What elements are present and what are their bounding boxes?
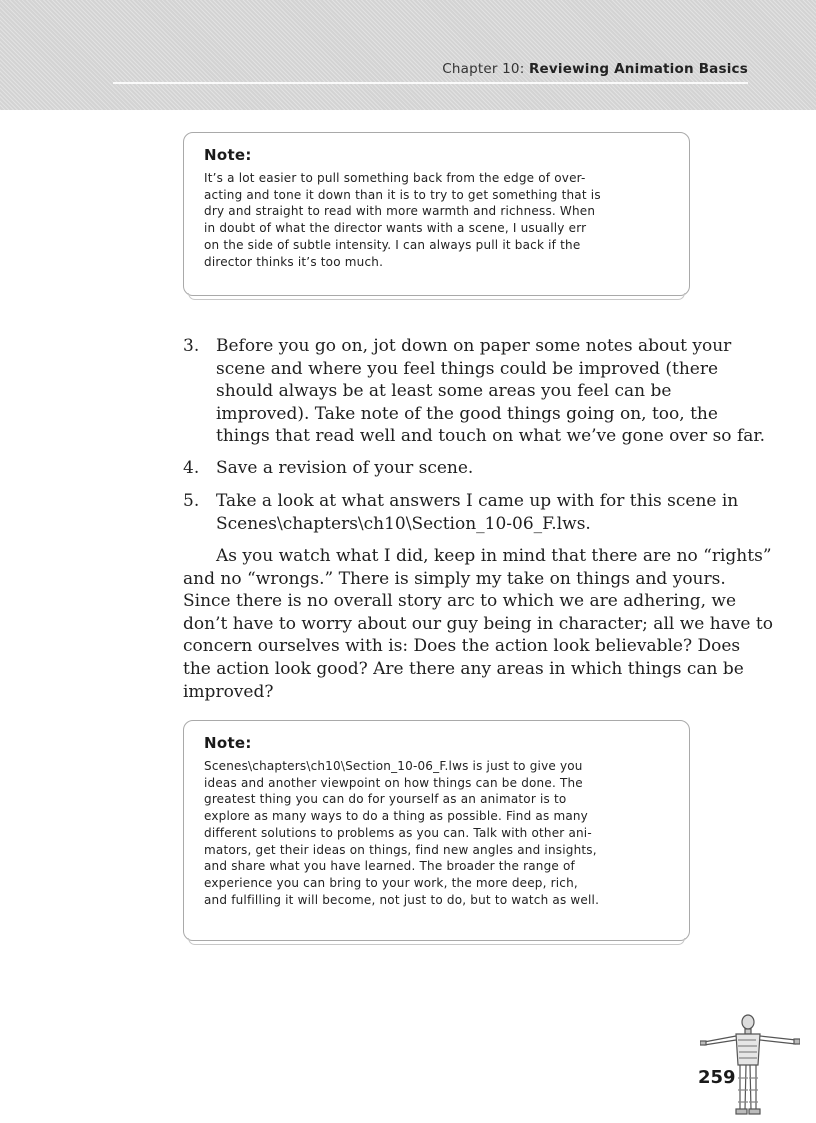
note-line: greatest thing you can do for yourself as an animator is to — [204, 792, 567, 807]
paragraph-line: the action look good? Are there any areas in which things can be — [183, 658, 744, 679]
note-line: director thinks it’s too much. — [204, 254, 384, 269]
note-title: Note: — [204, 734, 252, 752]
note-box — [183, 720, 690, 941]
paragraph-line: improved? — [183, 681, 274, 702]
note-line: and share what you have learned. The broader the range of — [204, 859, 575, 874]
step-number: 3. — [183, 336, 200, 356]
note-line: experience you can bring to your work, the more deep, rich, — [204, 875, 578, 890]
step-line: should always be at least some areas you feel can be — [216, 381, 672, 402]
step-line: Take a look at what answers I came up with for this scene in — [216, 491, 739, 511]
step-line: Scenes\chapters\ch10\Section_10-06_F.lws. — [216, 513, 591, 534]
step-4 — [183, 457, 763, 480]
mannequin-figure-icon — [700, 1010, 800, 1115]
note-line: explore as many ways to do a thing as possible. Find as many — [204, 809, 588, 824]
step-number: 5. — [183, 491, 200, 511]
step-line: Before you go on, jot down on paper some notes about your — [216, 336, 732, 356]
step-line: Save a revision of your scene. — [216, 458, 474, 478]
note-line: mators, get their ideas on things, find new angles and insights, — [204, 842, 597, 857]
note-line: on the side of subtle intensity. I can always pull it back if the — [204, 237, 581, 252]
page-header-band — [0, 0, 816, 110]
paragraph-line: don’t have to worry about our guy being in character; all we have to — [183, 613, 773, 634]
note-line: It’s a lot easier to pull something back from the edge of over- — [204, 171, 586, 185]
note-title: Note: — [204, 146, 252, 164]
chapter-label: Chapter 10: — [442, 61, 529, 77]
note-line: dry and straight to read with more warmth and richness. When — [204, 204, 596, 219]
step-number: 4. — [183, 458, 200, 478]
note-line: and fulfilling it will become, not just to do, but to watch as well. — [204, 892, 600, 907]
note-line: acting and tone it down than it is to try to get something that is — [204, 187, 601, 202]
step-line: things that read well and touch on what we’ve gone over so far. — [216, 426, 766, 447]
note-line: different solutions to problems as you can. Talk with other ani- — [204, 825, 592, 840]
note-line: in doubt of what the director wants with a scene, I usually err — [204, 221, 587, 236]
note-box — [183, 132, 690, 296]
paragraph-line: and no “wrongs.” There is simply my take on things and yours. — [183, 568, 726, 589]
note-line: Scenes\chapters\ch10\Section_10-06_F.lws is just to give you — [204, 759, 583, 773]
page-number: 259 — [698, 1067, 736, 1088]
running-head — [442, 61, 748, 77]
step-line: scene and where you feel things could be improved (there — [216, 358, 719, 379]
paragraph-line: As you watch what I did, keep in mind that there are no “rights” — [216, 546, 772, 566]
paragraph-line: Since there is no overall story arc to which we are adhering, we — [183, 591, 737, 612]
note-line: ideas and another viewpoint on how things can be done. The — [204, 775, 583, 790]
chapter-title: Reviewing Animation Basics — [528, 61, 748, 77]
step-line: improved). Take note of the good things going on, too, the — [216, 403, 718, 424]
header-rule — [113, 82, 748, 84]
step-5 — [183, 490, 763, 535]
paragraph-line: concern ourselves with is: Does the action look believable? Does — [183, 636, 741, 657]
step-3 — [183, 335, 766, 448]
body-paragraph — [183, 545, 773, 703]
